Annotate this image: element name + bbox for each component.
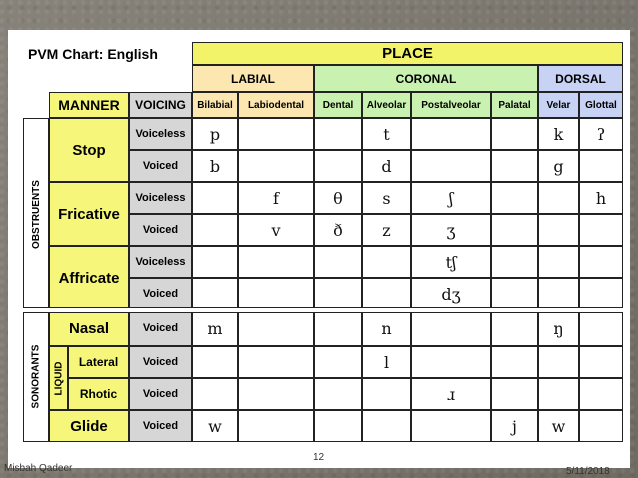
manner-rhotic: Rhotic <box>68 378 129 410</box>
phoneme-cell: p <box>192 118 238 150</box>
phoneme-cell <box>579 378 623 410</box>
phoneme-cell: tʃ <box>411 246 491 278</box>
phoneme-cell <box>579 310 623 346</box>
phoneme-cell: dʒ <box>411 278 491 310</box>
manner-glide: Glide <box>49 410 129 442</box>
phoneme-cell: j <box>491 410 538 442</box>
phoneme-cell: f <box>238 182 314 214</box>
phoneme-cell <box>314 346 362 378</box>
phoneme-cell <box>362 378 411 410</box>
voicing-cell: Voiced <box>129 378 192 410</box>
voicing-cell: Voiced <box>129 150 192 182</box>
phoneme-cell <box>238 278 314 310</box>
phoneme-cell: ʔ <box>579 118 623 150</box>
phoneme-cell: ʒ <box>411 214 491 246</box>
phoneme-cell: s <box>362 182 411 214</box>
slide <box>8 30 630 468</box>
dorsal-header: DORSAL <box>538 65 623 92</box>
phoneme-cell <box>538 182 579 214</box>
phoneme-cell <box>491 214 538 246</box>
column-header: Postalveolar <box>411 92 491 118</box>
column-header: Palatal <box>491 92 538 118</box>
manner-stop: Stop <box>49 118 129 182</box>
phoneme-cell <box>579 246 623 278</box>
phoneme-cell <box>314 410 362 442</box>
manner-affricate: Affricate <box>49 246 129 310</box>
phoneme-cell <box>238 410 314 442</box>
phoneme-cell <box>238 246 314 278</box>
phoneme-cell <box>362 278 411 310</box>
phoneme-cell: n <box>362 310 411 346</box>
group-sonorants-label: SONORANTS <box>30 344 42 408</box>
column-header: Glottal <box>579 92 623 118</box>
phoneme-cell <box>362 410 411 442</box>
voicing-cell: Voiced <box>129 214 192 246</box>
phoneme-cell <box>192 346 238 378</box>
group-obstruents <box>23 118 49 310</box>
coronal-header: CORONAL <box>314 65 538 92</box>
group-liquid-label: LIQUID <box>53 361 65 395</box>
phoneme-cell <box>314 310 362 346</box>
phoneme-cell <box>411 118 491 150</box>
phoneme-cell <box>579 410 623 442</box>
footer-date: 5/11/2018 <box>566 466 610 477</box>
phoneme-cell <box>538 246 579 278</box>
phoneme-cell <box>192 214 238 246</box>
phoneme-cell <box>491 346 538 378</box>
column-header: Labiodental <box>238 92 314 118</box>
phoneme-cell <box>314 378 362 410</box>
phoneme-cell: l <box>362 346 411 378</box>
group-sonorants <box>23 310 49 442</box>
phoneme-cell: t <box>362 118 411 150</box>
voicing-cell: Voiceless <box>129 182 192 214</box>
phoneme-cell <box>491 310 538 346</box>
place-header: PLACE <box>192 42 623 65</box>
group-obstruents-label: OBSTRUENTS <box>30 179 42 249</box>
phoneme-cell <box>538 346 579 378</box>
group-liquid <box>49 346 68 410</box>
phoneme-cell: b <box>192 150 238 182</box>
voicing-cell: Voiced <box>129 310 192 346</box>
phoneme-cell: ð <box>314 214 362 246</box>
phoneme-cell: k <box>538 118 579 150</box>
voicing-cell: Voiced <box>129 278 192 310</box>
phoneme-cell <box>579 150 623 182</box>
column-header: Dental <box>314 92 362 118</box>
voicing-cell: Voiced <box>129 410 192 442</box>
phoneme-cell: g <box>538 150 579 182</box>
phoneme-cell: ŋ <box>538 310 579 346</box>
voicing-cell: Voiceless <box>129 246 192 278</box>
phoneme-cell <box>238 150 314 182</box>
phoneme-cell <box>491 278 538 310</box>
voicing-header: VOICING <box>129 92 192 118</box>
phoneme-cell: d <box>362 150 411 182</box>
voicing-cell: Voiced <box>129 346 192 378</box>
column-header: Alveolar <box>362 92 411 118</box>
phoneme-cell <box>491 150 538 182</box>
phoneme-cell: ʃ <box>411 182 491 214</box>
phoneme-cell: h <box>579 182 623 214</box>
phoneme-cell <box>491 118 538 150</box>
phoneme-cell: θ <box>314 182 362 214</box>
phoneme-cell <box>192 182 238 214</box>
phoneme-cell <box>192 246 238 278</box>
phoneme-cell <box>314 150 362 182</box>
phoneme-cell <box>538 278 579 310</box>
phoneme-cell <box>579 278 623 310</box>
voicing-cell: Voiceless <box>129 118 192 150</box>
labial-header: LABIAL <box>192 65 314 92</box>
phoneme-cell <box>491 182 538 214</box>
phoneme-cell: ɹ <box>411 378 491 410</box>
phoneme-cell <box>238 346 314 378</box>
phoneme-cell <box>238 378 314 410</box>
section-divider <box>23 307 623 313</box>
phoneme-cell <box>238 310 314 346</box>
phoneme-cell <box>491 378 538 410</box>
phoneme-cell <box>192 378 238 410</box>
manner-fricative: Fricative <box>49 182 129 246</box>
manner-nasal: Nasal <box>49 310 129 346</box>
phoneme-cell: m <box>192 310 238 346</box>
phoneme-cell <box>579 214 623 246</box>
phoneme-cell <box>579 346 623 378</box>
phoneme-cell <box>491 246 538 278</box>
phoneme-cell <box>314 246 362 278</box>
manner-header: MANNER <box>49 92 129 118</box>
phoneme-cell: v <box>238 214 314 246</box>
phoneme-cell <box>362 246 411 278</box>
column-header: Velar <box>538 92 579 118</box>
phoneme-cell <box>538 214 579 246</box>
column-header: Bilabial <box>192 92 238 118</box>
phoneme-cell: w <box>538 410 579 442</box>
phoneme-cell: z <box>362 214 411 246</box>
manner-lateral: Lateral <box>68 346 129 378</box>
phoneme-cell <box>411 346 491 378</box>
phoneme-cell <box>314 118 362 150</box>
footer-page-number: 12 <box>313 452 325 463</box>
phoneme-cell <box>314 278 362 310</box>
phoneme-cell <box>411 310 491 346</box>
chart-title: PVM Chart: English <box>28 46 158 62</box>
phoneme-cell: w <box>192 410 238 442</box>
phoneme-cell <box>538 378 579 410</box>
footer-author: Misbah Qadeer <box>4 463 73 474</box>
phoneme-cell <box>192 278 238 310</box>
phoneme-cell <box>238 118 314 150</box>
phoneme-cell <box>411 150 491 182</box>
phoneme-cell <box>411 410 491 442</box>
